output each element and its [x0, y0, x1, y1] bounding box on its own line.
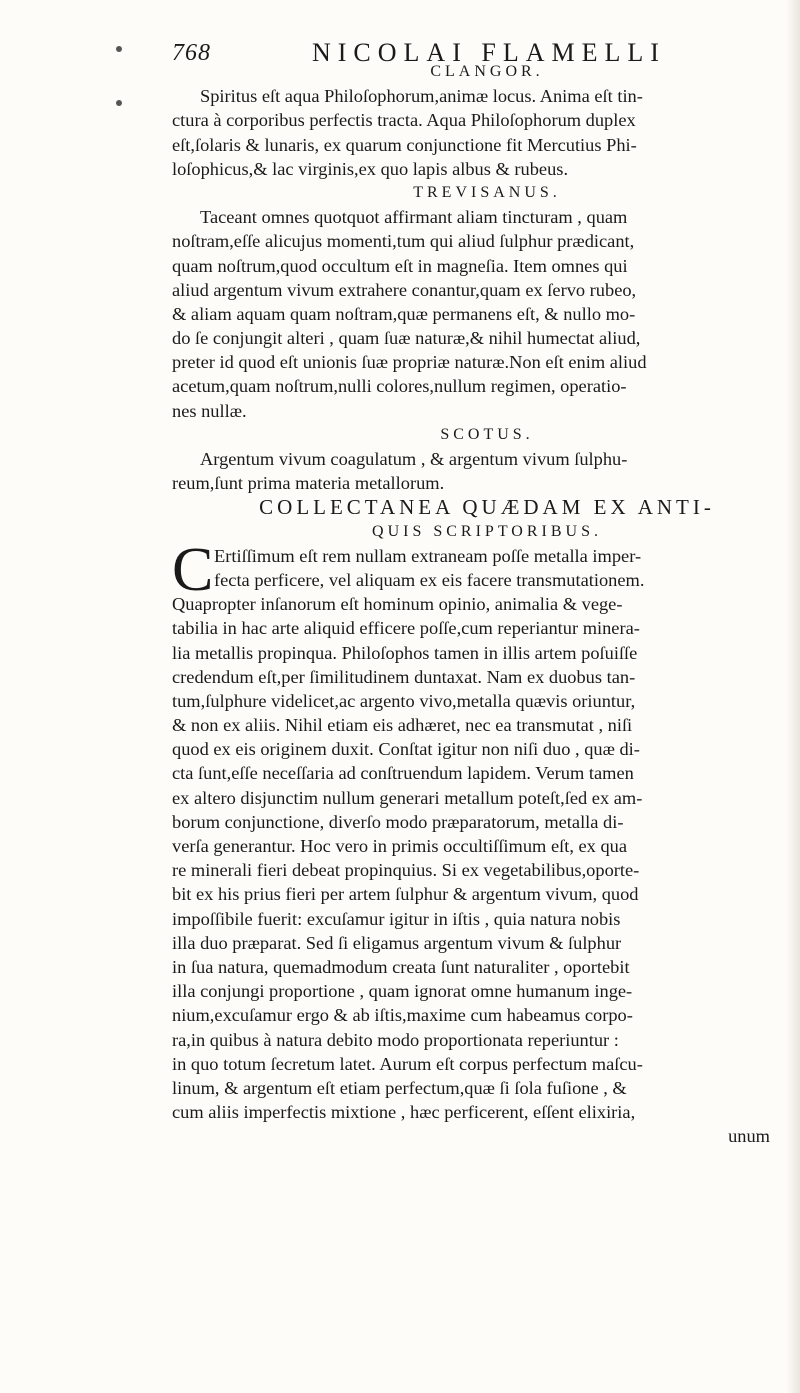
- text-line: aliud argentum vivum extrahere conantur,quam ex ſervo rubeo,: [172, 279, 637, 300]
- text-line: preter id quod eſt unionis ſuæ propriæ naturæ.Non eſt enim aliud: [172, 352, 647, 373]
- collectanea-subheading: QUIS SCRIPTORIBUS.: [372, 522, 602, 540]
- text-line: nes nullæ.: [172, 400, 247, 421]
- text-line: re minerali fieri debeat propinquius. Si ex vegetabilibus,oporte-: [172, 860, 640, 881]
- text-line: impoſſibile fuerit: excuſamur igitur in iſtis , quia natura nobis: [172, 908, 621, 929]
- text-line: credendum eſt,per ſimilitudinem duntaxat. Nam ex duobus tan-: [172, 666, 636, 687]
- text-line: linum, & argentum eſt etiam perfectum,quæ ſi ſola fuſione , &: [172, 1077, 627, 1098]
- text-line: ra,in quibus à natura debito modo proportionata reperiuntur :: [172, 1029, 619, 1050]
- collectanea-heading: COLLECTANEA QUÆDAM EX ANTI-: [259, 495, 715, 520]
- text-line: ctura à corporibus perfectis tracta. Aqua Philoſophorum duplex: [172, 110, 636, 131]
- text-line: Quapropter inſanorum eſt hominum opinio, animalia & vege-: [172, 594, 623, 615]
- text-line: noſtram,eſſe alicujus momenti,tum qui aliud ſulphur prædicant,: [172, 231, 635, 252]
- section-heading-clangor: CLANGOR.: [430, 63, 544, 80]
- text-line: loſophicus,& lac virginis,ex quo lapis albus & rubeus.: [172, 158, 569, 179]
- page-body: [172, 60, 800, 1148]
- text-line: acetum,quam noſtrum,nulli colores,nullum regimen, operatio-: [172, 376, 627, 397]
- text-line: reum,ſunt prima materia metallorum.: [172, 473, 445, 494]
- text-line: lia metallis propinqua. Philoſophos tamen in illis artem poſuiſſe: [172, 642, 638, 663]
- text-line: in ſua natura, quemadmodum creata ſunt naturaliter , oportebit: [172, 956, 630, 977]
- running-head: NICOLAI FLAMELLI: [312, 38, 666, 67]
- text-line: quam noſtrum,quod occultum eſt in magneſia. Item omnes qui: [172, 255, 628, 276]
- text-line: borum conjunctione, diverſo modo præparatorum, metalla di-: [172, 811, 624, 832]
- text-line: fecta perficere, vel aliquam ex eis facere transmutationem.: [214, 569, 645, 590]
- text-line: tabilia in hac arte aliquid efficere poſſe,cum reperiantur minera-: [172, 618, 640, 639]
- text-line: quod ex eis originem duxit. Conſtat igitur non niſi duo , quæ di-: [172, 739, 640, 760]
- text-line: do ſe conjungit alteri , quam ſuæ naturæ,& nihil humectat aliud,: [172, 328, 641, 349]
- text-line: Ertiſſimum eſt rem nullam extraneam poſſe metalla imper-: [214, 545, 642, 566]
- text-line: tum,ſulphure videlicet,ac argento vivo,metalla quævis oriuntur,: [172, 690, 636, 711]
- text-line: & aliam aquam quam noſtram,quæ permanens eſt, & nullo mo-: [172, 303, 636, 324]
- page-number: 768: [172, 40, 211, 66]
- ink-smudge: [116, 100, 122, 106]
- catchword: unum: [728, 1126, 770, 1147]
- text-line: eſt,ſolaris & lunaris, ex quarum conjunctione fit Mercutius Phi-: [172, 134, 637, 155]
- section-heading-scotus: SCOTUS.: [440, 425, 534, 443]
- text-line: verſa generantur. Hoc vero in primis occultiſſimum eſt, ex qua: [172, 836, 628, 856]
- text-line: cum aliis imperfectis mixtione , hæc perficerent, eſſent elixiria,: [172, 1102, 636, 1123]
- text-line: ex altero disjunctim nullum generari metallum poteſt,ſed ex am-: [172, 787, 643, 808]
- text-line: nium,excuſamur ergo & ab iſtis,maxime cum habeamus corpo-: [172, 1005, 633, 1026]
- drop-cap: C: [172, 535, 214, 604]
- section-heading-trevisanus: TREVISANUS.: [413, 183, 561, 201]
- text-line: & non ex aliis. Nihil etiam eis adhæret, nec ea transmutat , niſi: [172, 715, 633, 736]
- text-line: illa duo præparat. Sed ſi eligamus argentum vivum & ſulphur: [172, 932, 622, 953]
- text-line: Taceant omnes quotquot affirmant aliam tincturam , quam: [200, 207, 628, 228]
- text-line: cta ſunt,eſſe neceſſaria ad conſtruendum lapidem. Verum tamen: [172, 763, 634, 784]
- text-line: in quo totum ſecretum latet. Aurum eſt corpus perfectum maſcu-: [172, 1053, 643, 1074]
- text-line: bit ex his prius fieri per artem ſulphur & argentum vivum, quod: [172, 884, 639, 905]
- text-line: illa conjungi proportione , quam ignorat omne humanum inge-: [172, 981, 633, 1002]
- text-line: Spiritus eſt aqua Philoſophorum,animæ locus. Anima eſt tin-: [200, 86, 643, 107]
- text-line: Argentum vivum coagulatum , & argentum vivum ſulphu-: [200, 449, 628, 469]
